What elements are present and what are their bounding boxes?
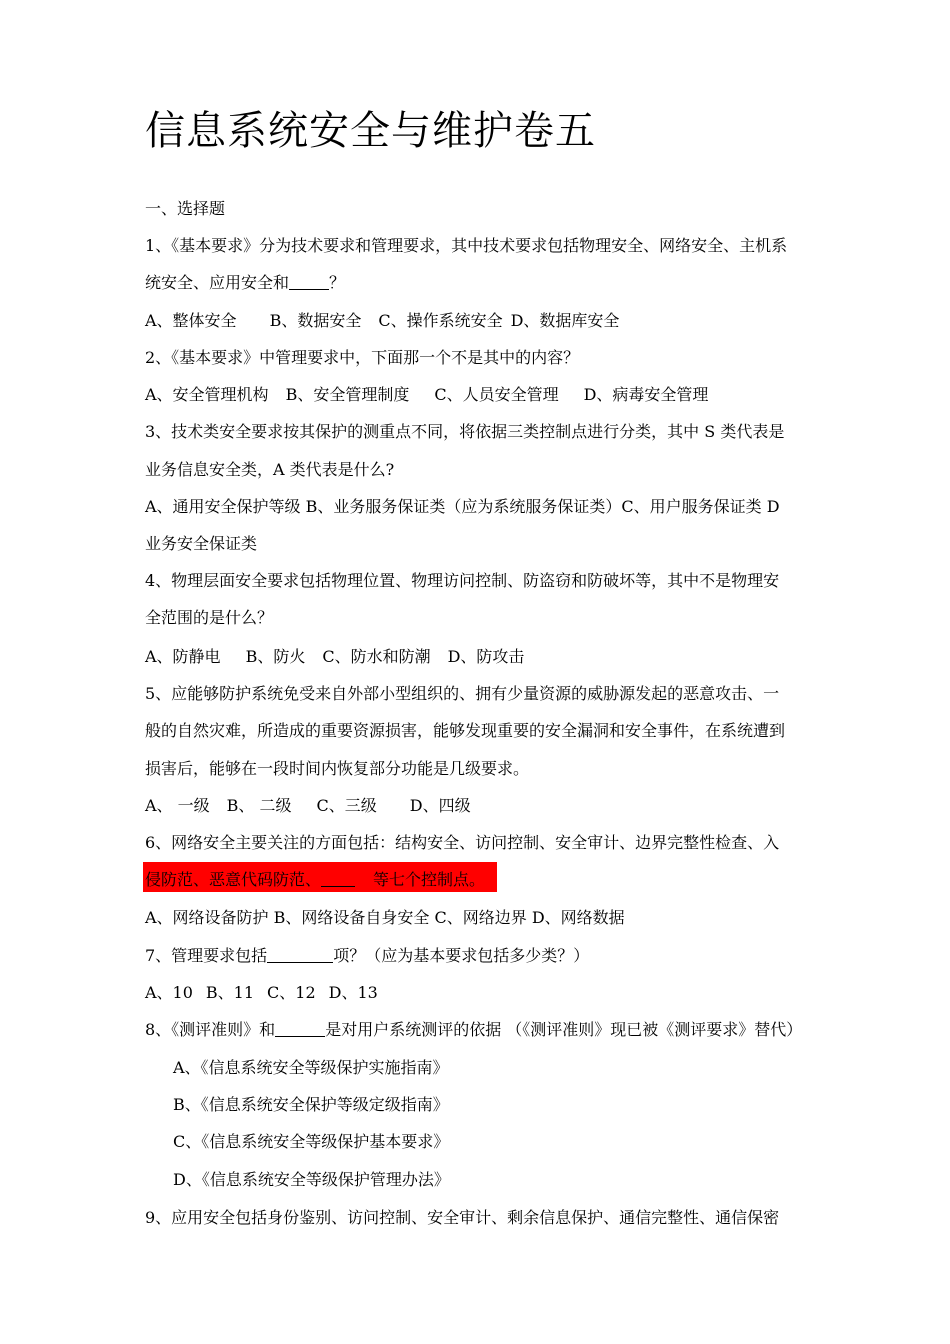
question-3-options: A、通用安全保护等级 B、业务服务保证类（应为系统服务保证类）C、用户服务保证类 D xyxy=(145,497,780,516)
question-8-text-end: 是对用户系统测评的依据 （《测评准则》现已被《测评要求》替代） xyxy=(325,1020,803,1039)
question-6-text: 6、网络安全主要关注的方面包括：结构安全、访问控制、安全审计、边界完整性检查、入 xyxy=(145,833,780,852)
option-d: D、四级 xyxy=(409,796,471,815)
option-c: C、12 xyxy=(267,983,316,1002)
option-d: D、数据库安全 xyxy=(510,311,620,330)
question-6-options: A、网络设备防护 B、网络设备自身安全 C、网络边界 D、网络数据 xyxy=(145,908,625,927)
question-8-text-part: 8、《测评准则》和 xyxy=(145,1020,276,1039)
option-b: B、 二级 xyxy=(226,796,292,815)
question-3-text: 3、技术类安全要求按其保护的测重点不同，将依据三类控制点进行分类，其中 S 类代表是 xyxy=(145,422,785,441)
question-8-option-d: D、《信息系统安全等级保护管理办法》 xyxy=(173,1170,450,1189)
question-5-options xyxy=(145,794,471,818)
question-mark: ？ xyxy=(329,273,346,292)
question-5-text-cont2: 损害后，能够在一段时间内恢复部分功能是几级要求。 xyxy=(145,759,530,778)
option-b: B、11 xyxy=(205,983,255,1002)
option-d: D、13 xyxy=(328,983,378,1002)
option-a: A、10 xyxy=(145,983,193,1002)
answer-blank xyxy=(321,870,355,887)
question-6-text-cont xyxy=(145,868,485,892)
question-2-text: 2、《基本要求》中管理要求中，下面那一个不是其中的内容？ xyxy=(145,348,580,367)
question-9-text: 9、应用安全包括身份鉴别、访问控制、安全审计、剩余信息保护、通信完整性、通信保密 xyxy=(145,1208,780,1227)
question-5-text-cont: 般的自然灾难，所造成的重要资源损害，能够发现重要的安全漏洞和安全事件，在系统遭到 xyxy=(145,721,786,740)
question-7-text-part: 7、管理要求包括 xyxy=(145,946,268,965)
question-8-option-b: B、《信息系统安全保护等级定级指南》 xyxy=(173,1095,449,1114)
question-4-text: 4、物理层面安全要求包括物理位置、物理访问控制、防盗窃和防破坏等，其中不是物理安 xyxy=(145,571,780,590)
question-7-text xyxy=(145,944,589,968)
option-d: D、病毒安全管理 xyxy=(583,385,709,404)
question-7-text-end: 项？（应为基本要求包括多少类？） xyxy=(333,946,590,965)
option-d: D、防攻击 xyxy=(447,647,525,666)
question-8-option-c: C、《信息系统安全等级保护基本要求》 xyxy=(173,1132,450,1151)
answer-blank xyxy=(267,946,333,963)
answer-blank xyxy=(275,1020,325,1037)
option-a: A、整体安全 xyxy=(145,311,237,330)
question-5-text: 5、应能够防护系统免受来自外部小型组织的、拥有少量资源的威胁源发起的恶意攻击、一 xyxy=(145,684,780,703)
option-b: B、防火 xyxy=(245,647,306,666)
option-b: B、数据安全 xyxy=(269,311,362,330)
question-3-options-cont: 业务安全保证类 xyxy=(145,534,258,553)
document-title: 信息系统安全与维护卷五 xyxy=(145,108,596,154)
question-6-text-part: 侵防范、恶意代码防范、 xyxy=(145,870,322,889)
question-2-options xyxy=(145,383,708,407)
question-8-text xyxy=(145,1018,802,1042)
option-c: C、防水和防潮 xyxy=(322,647,431,666)
section-heading: 一、选择题 xyxy=(145,199,226,218)
option-a: A、安全管理机构 xyxy=(145,385,269,404)
question-6-text-end: 等七个控制点。 xyxy=(373,870,486,889)
question-3-text-cont: 业务信息安全类，A 类代表是什么? xyxy=(145,460,395,479)
option-b: B、安全管理制度 xyxy=(285,385,410,404)
option-c: C、操作系统安全 xyxy=(378,311,503,330)
question-4-text-cont: 全范围的是什么？ xyxy=(145,608,274,627)
option-a: A、防静电 xyxy=(145,647,221,666)
option-a: A、 一级 xyxy=(145,796,210,815)
answer-blank xyxy=(289,273,329,290)
question-1-text: 1、《基本要求》分为技术要求和管理要求，其中技术要求包括物理安全、网络安全、主机系 xyxy=(145,236,788,255)
question-1-options xyxy=(145,309,619,333)
option-c: C、人员安全管理 xyxy=(434,385,559,404)
question-1-text-cont xyxy=(145,271,345,295)
question-7-options xyxy=(145,981,378,1005)
question-1-text-part: 统安全、应用安全和 xyxy=(145,273,290,292)
option-c: C、三级 xyxy=(316,796,377,815)
question-4-options xyxy=(145,645,524,669)
question-8-option-a: A、《信息系统安全等级保护实施指南》 xyxy=(173,1058,449,1077)
